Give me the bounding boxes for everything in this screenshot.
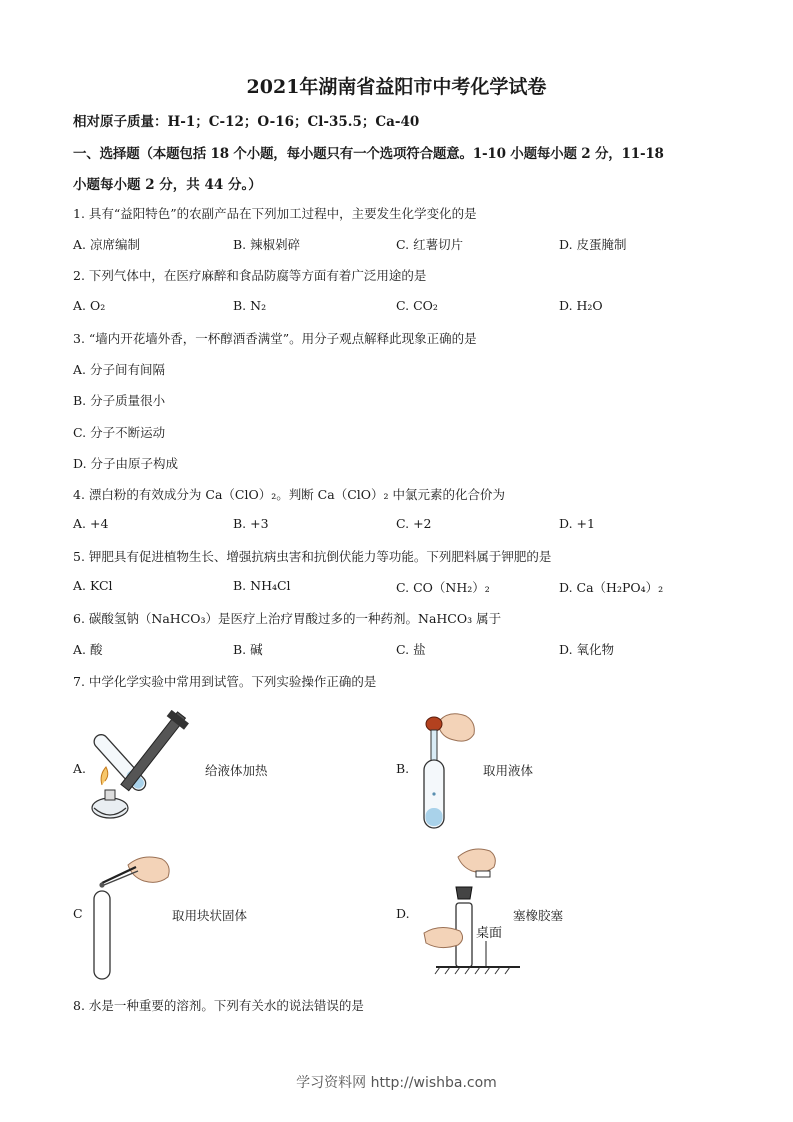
question-1-option-c[interactable]: C. 红薯切片 bbox=[396, 237, 464, 252]
section-heading-line2: 小题每小题 2 分，共 44 分。） bbox=[73, 177, 262, 193]
question-4-option-d[interactable]: D. +1 bbox=[559, 516, 595, 531]
question-7-option-c-letter[interactable]: C bbox=[73, 906, 83, 921]
footer-watermark: 学习资料网 http://wishba.com bbox=[296, 1075, 497, 1091]
question-6-stem: 6. 碳酸氢钠（NaHCO₃）是医疗上治疗胃酸过多的一种药剂。NaHCO₃ 属于 bbox=[73, 611, 502, 626]
question-5-option-b[interactable]: B. NH₄Cl bbox=[233, 578, 291, 593]
question-6-option-d[interactable]: D. 氧化物 bbox=[559, 642, 615, 657]
rubber-stopper-illustration bbox=[420, 845, 520, 980]
question-1-stem: 1. 具有“益阳特色”的农副产品在下列加工过程中，主要发生化学变化的是 bbox=[73, 206, 477, 221]
question-6-option-a[interactable]: A. 酸 bbox=[73, 642, 103, 657]
question-2-option-b[interactable]: B. N₂ bbox=[233, 298, 267, 313]
question-1-option-b[interactable]: B. 辣椒剁碎 bbox=[233, 237, 301, 252]
page-title: 2021年湖南省益阳市中考化学试卷 bbox=[246, 76, 547, 98]
question-7-option-a-letter[interactable]: A. bbox=[73, 761, 87, 776]
question-7-stem: 7. 中学化学实验中常用到试管。下列实验操作正确的是 bbox=[73, 674, 377, 689]
question-4-option-c[interactable]: C. +2 bbox=[396, 516, 432, 531]
question-3-stem: 3. “墙内开花墙外香，一杯醇酒香满堂”。用分子观点解释此现象正确的是 bbox=[73, 331, 477, 346]
question-3-option-c[interactable]: C. 分子不断运动 bbox=[73, 425, 166, 440]
section-heading-line1: 一、选择题（本题包括 18 个小题，每小题只有一个选项符合题意。1-10 小题每小题 2 分，11-18 bbox=[73, 146, 664, 162]
dropper-illustration bbox=[412, 708, 482, 833]
question-7-option-b-letter[interactable]: B. bbox=[396, 761, 410, 776]
question-4-option-b[interactable]: B. +3 bbox=[233, 516, 269, 531]
atomic-masses: 相对原子质量：H-1；C-12；O-16；Cl-35.5；Ca-40 bbox=[73, 114, 420, 130]
question-7-option-d-label: 塞橡胶塞 bbox=[513, 908, 564, 923]
question-4-option-a[interactable]: A. +4 bbox=[73, 516, 109, 531]
question-7-option-c-label: 取用块状固体 bbox=[172, 908, 248, 923]
question-7-option-b-label: 取用液体 bbox=[483, 763, 534, 778]
question-5-option-d[interactable]: D. Ca（H₂PO₄）₂ bbox=[559, 580, 664, 595]
question-7-option-d-letter[interactable]: D. bbox=[396, 906, 410, 921]
question-3-option-d[interactable]: D. 分子由原子构成 bbox=[73, 456, 179, 471]
question-5-stem: 5. 钾肥具有促进植物生长、增强抗病虫害和抗倒伏能力等功能。下列肥料属于钾肥的是 bbox=[73, 549, 552, 564]
desk-label: 桌面 bbox=[476, 926, 503, 941]
question-2-option-d[interactable]: D. H₂O bbox=[559, 298, 603, 313]
question-5-option-c[interactable]: C. CO（NH₂）₂ bbox=[396, 580, 490, 595]
block-solid-illustration bbox=[88, 845, 178, 985]
question-1-option-d[interactable]: D. 皮蛋腌制 bbox=[559, 237, 627, 252]
question-1-option-a[interactable]: A. 凉席编制 bbox=[73, 237, 140, 252]
question-3-option-a[interactable]: A. 分子间有间隔 bbox=[73, 362, 165, 377]
question-2-option-a[interactable]: A. O₂ bbox=[73, 298, 106, 313]
question-6-option-c[interactable]: C. 盐 bbox=[396, 642, 426, 657]
question-2-option-c[interactable]: C. CO₂ bbox=[396, 298, 438, 313]
question-7-option-a-label: 给液体加热 bbox=[205, 763, 268, 778]
question-2-stem: 2. 下列气体中，在医疗麻醉和食品防腐等方面有着广泛用途的是 bbox=[73, 268, 427, 283]
question-6-option-b[interactable]: B. 碱 bbox=[233, 642, 263, 657]
question-4-stem: 4. 漂白粉的有效成分为 Ca（ClO）₂。判断 Ca（ClO）₂ 中氯元素的化合价为 bbox=[73, 487, 505, 502]
question-8-stem: 8. 水是一种重要的溶剂。下列有关水的说法错误的是 bbox=[73, 998, 364, 1013]
heating-liquid-illustration bbox=[88, 710, 198, 825]
question-3-option-b[interactable]: B. 分子质量很小 bbox=[73, 393, 166, 408]
question-5-option-a[interactable]: A. KCl bbox=[73, 578, 113, 593]
